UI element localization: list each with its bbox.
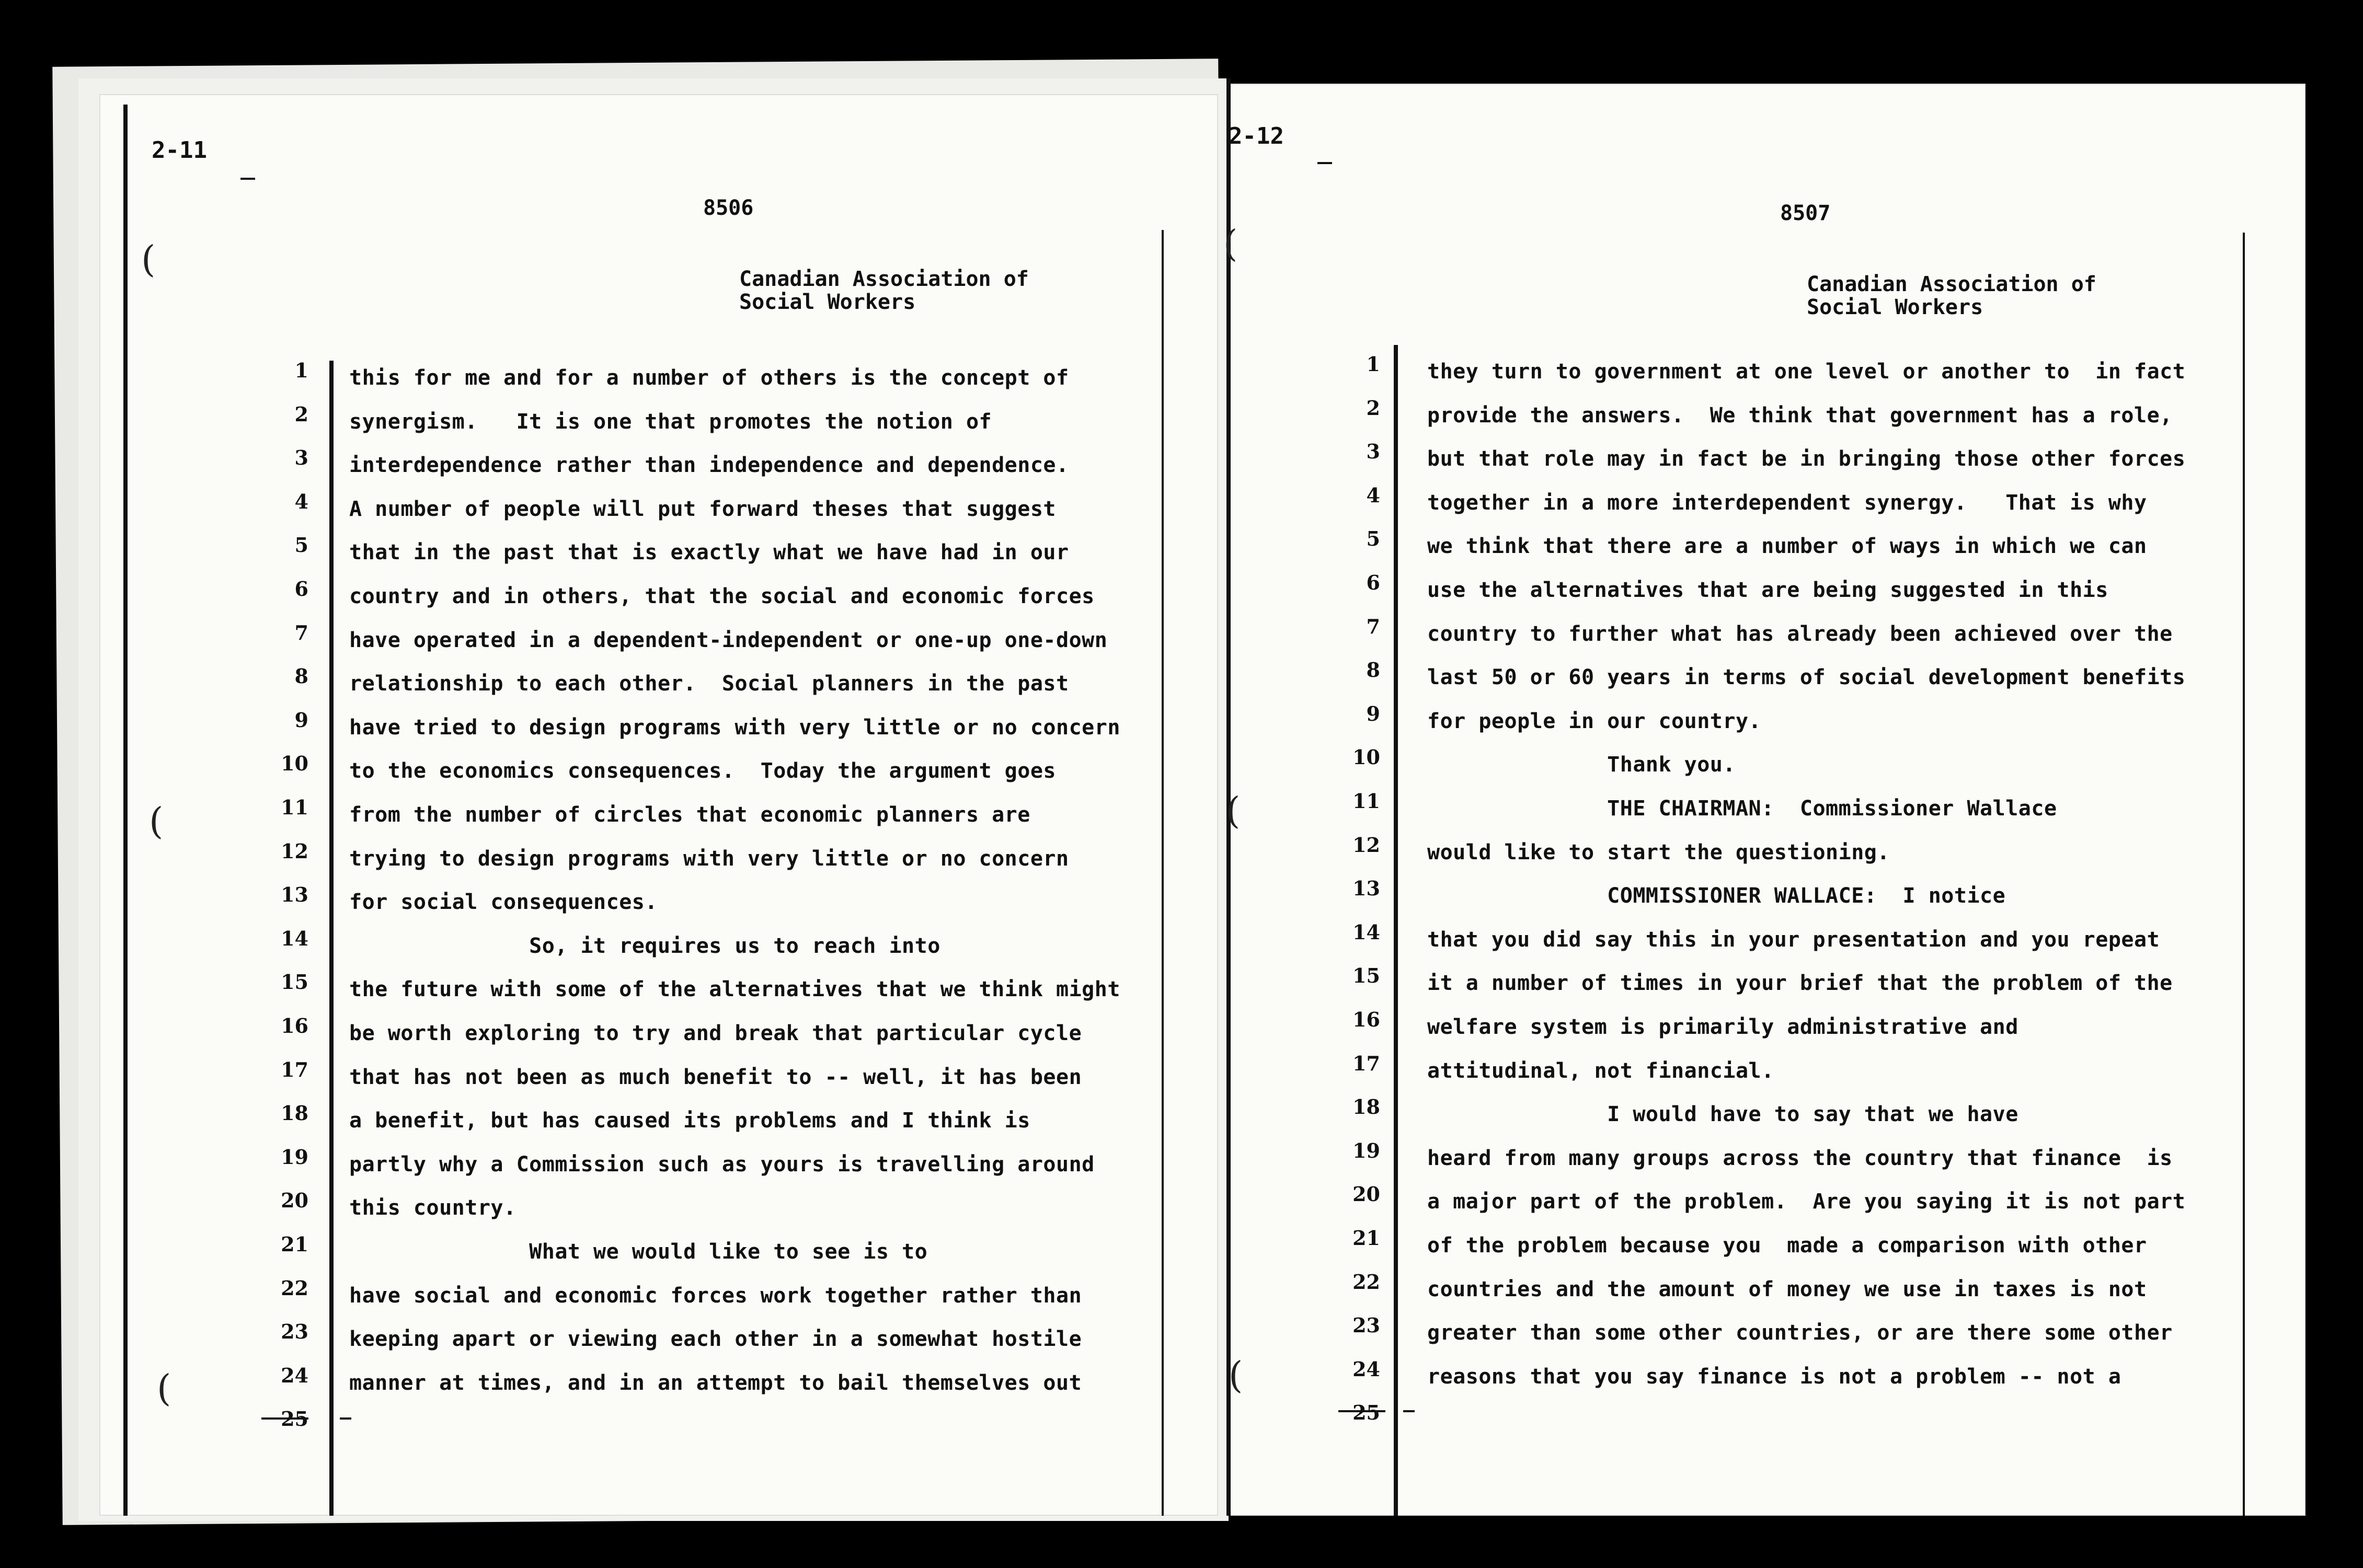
transcript-line: trying to design programs with very little or no concern [349,846,1069,871]
header-line: Canadian Association of [1807,272,2096,296]
transcript-line: country and in others, that the social and economic forces [349,584,1095,608]
sheet-number: 2-11 [152,137,207,164]
line-number: 18 [1352,1095,1380,1119]
transcript-line: welfare system is primarily administrative and [1427,1015,2018,1039]
line-number: 8 [1366,658,1380,682]
transcript-line: A number of people will put forward theses that suggest [349,497,1057,521]
hole-punch-mark: ( [157,1367,171,1410]
header-dash [240,178,255,180]
line-number: 17 [281,1057,308,1081]
transcript-line: this for me and for a number of others is the concept of [349,366,1069,390]
line-number: 19 [1352,1138,1380,1162]
transcript-line: they turn to government at one level or another to in fact [1427,360,2186,384]
line-number: 11 [1352,789,1380,813]
line-number: 2 [294,402,308,426]
transcript-line: THE CHAIRMAN: Commissioner Wallace [1427,797,2057,821]
line-number: 12 [281,839,308,863]
transcript-line: interdependence rather than independence and dependence. [349,453,1069,478]
transcript-line: use the alternatives that are being suggested in this [1427,578,2108,602]
line-number: 3 [294,446,308,470]
transcript-line: that in the past that is exactly what we have had in our [349,540,1069,565]
line-number: 20 [281,1189,308,1213]
line-number: 19 [281,1145,308,1169]
hole-punch-mark: ( [1229,1354,1243,1397]
transcript-line: the future with some of the alternatives that we think might [349,977,1120,1002]
hole-punch-mark: ( [149,800,164,843]
line-number: 23 [1352,1313,1380,1338]
line-number: 6 [294,577,308,601]
line-number: 12 [1352,833,1380,857]
transcript-line: together in a more interdependent synergy. That is why [1427,490,2147,515]
line-number: 24 [281,1363,308,1387]
line-number: 13 [281,883,308,907]
line-number: 1 [294,359,308,382]
line-number: 21 [1352,1226,1380,1250]
line-number: 23 [281,1320,308,1344]
line-number: 5 [294,533,308,557]
line-number: 15 [1352,964,1380,988]
transcript-line: attitudinal, not financial. [1427,1058,1774,1083]
line-number: 22 [1352,1270,1380,1294]
line-number: 3 [1366,440,1380,464]
transcript-line: countries and the amount of money we use in taxes is not [1427,1277,2147,1301]
page-header [1807,273,2096,319]
transcript-line: last 50 or 60 years in terms of social development benefits [1427,665,2186,690]
left-margin-rule [123,105,128,1516]
transcript-line: Thank you. [1427,753,1736,777]
line-number: 9 [294,708,308,732]
header-line: Social Workers [1807,295,1983,319]
transcript-line: So, it requires us to reach into [349,933,940,958]
page-header [739,268,1029,314]
line-number: 4 [294,489,308,513]
right-right-rule [2243,233,2245,1516]
line-number: 4 [1366,483,1380,507]
transcript-line: manner at times, and in an attempt to bail themselves out [349,1370,1082,1395]
transcript-line: would like to start the questioning. [1427,840,1890,864]
line-number: 22 [281,1276,308,1300]
line-number: 15 [281,970,308,994]
transcript-line: country to further what has already been achieved over the [1427,621,2173,646]
hole-punch-mark: ( [1226,789,1241,832]
transcript-line: of the problem because you made a comparison with other [1427,1233,2147,1258]
line-number: 10 [1352,745,1380,769]
page-number: 8507 [1780,201,1831,225]
transcript-line: synergism. It is one that promotes the notion of [349,409,992,434]
right-text-rule [1394,345,1398,1516]
transcript-line: that has not been as much benefit to -- well, it has been [349,1065,1082,1089]
line-number: 9 [1366,701,1380,725]
transcript-line: it a number of times in your brief that the problem of the [1427,971,2173,996]
hole-punch-mark: ( [1223,222,1238,265]
transcript-line: be worth exploring to try and break that particular cycle [349,1021,1082,1045]
line-number: 14 [1352,920,1380,944]
transcript-line: have operated in a dependent-independent or one-up one-down [349,628,1108,652]
transcript-line: greater than some other countries, or are there some other [1427,1321,2173,1345]
line-number: 18 [281,1101,308,1125]
line-number: 24 [1352,1357,1380,1381]
transcript-line: reasons that you say finance is not a problem -- not a [1427,1364,2121,1389]
transcript-line: heard from many groups across the country that finance is [1427,1146,2173,1170]
header-line: Canadian Association of [739,267,1029,291]
transcript-line: relationship to each other. Social planners in the past [349,672,1069,696]
line-number: 25 [281,1407,308,1431]
transcript-line: for people in our country. [1427,709,1762,733]
transcript-line: a major part of the problem. Are you saying it is not part [1427,1190,2186,1214]
left-right-rule [1162,230,1164,1516]
line-number: 20 [1352,1182,1380,1206]
header-dash [1317,162,1332,164]
transcript-line: that you did say this in your presentation and you repeat [1427,927,2160,952]
line-number: 10 [281,752,308,776]
transcript-line: we think that there are a number of ways in which we can [1427,534,2147,559]
transcript-line: from the number of circles that economic planners are [349,803,1030,827]
line-number: 25 [1352,1401,1380,1425]
left-text-rule [329,361,334,1516]
transcript-line: but that role may in fact be in bringing those other forces [1427,447,2186,471]
line-number: 16 [1352,1008,1380,1031]
transcript-line: this country. [349,1196,517,1220]
line-number: 16 [281,1014,308,1037]
transcript-line: have tried to design programs with very little or no concern [349,715,1120,740]
line-number: 7 [1366,614,1380,638]
transcript-line: COMMISSIONER WALLACE: I notice [1427,884,2006,908]
line-number: 17 [1352,1051,1380,1075]
line-number: 21 [281,1232,308,1256]
header-line: Social Workers [739,290,916,314]
transcript-line: have social and economic forces work together rather than [349,1283,1082,1308]
sheet-number: 2-12 [1229,123,1284,149]
transcript-line: to the economics consequences. Today the argument goes [349,759,1057,783]
line-number: 1 [1366,352,1380,376]
line-25-dash [340,1417,351,1420]
line-number: 11 [281,795,308,819]
line-25-dash [1403,1410,1415,1412]
transcript-line: a benefit, but has caused its problems and I think is [349,1109,1030,1133]
page-number: 8506 [703,196,754,220]
transcript-line: What we would like to see is to [349,1240,928,1264]
line-number: 6 [1366,571,1380,594]
line-number: 14 [281,926,308,950]
transcript-line: partly why a Commission such as yours is travelling around [349,1152,1095,1177]
line-number: 8 [294,664,308,688]
transcript-line: I would have to say that we have [1427,1102,2018,1127]
line-number: 13 [1352,877,1380,901]
transcript-line: for social consequences. [349,890,658,915]
line-number: 2 [1366,396,1380,420]
hole-punch-mark: ( [141,238,156,281]
line-number: 5 [1366,527,1380,551]
line-number: 7 [294,620,308,644]
transcript-line: keeping apart or viewing each other in a somewhat hostile [349,1327,1082,1352]
transcript-line: provide the answers. We think that government has a role, [1427,403,2173,428]
